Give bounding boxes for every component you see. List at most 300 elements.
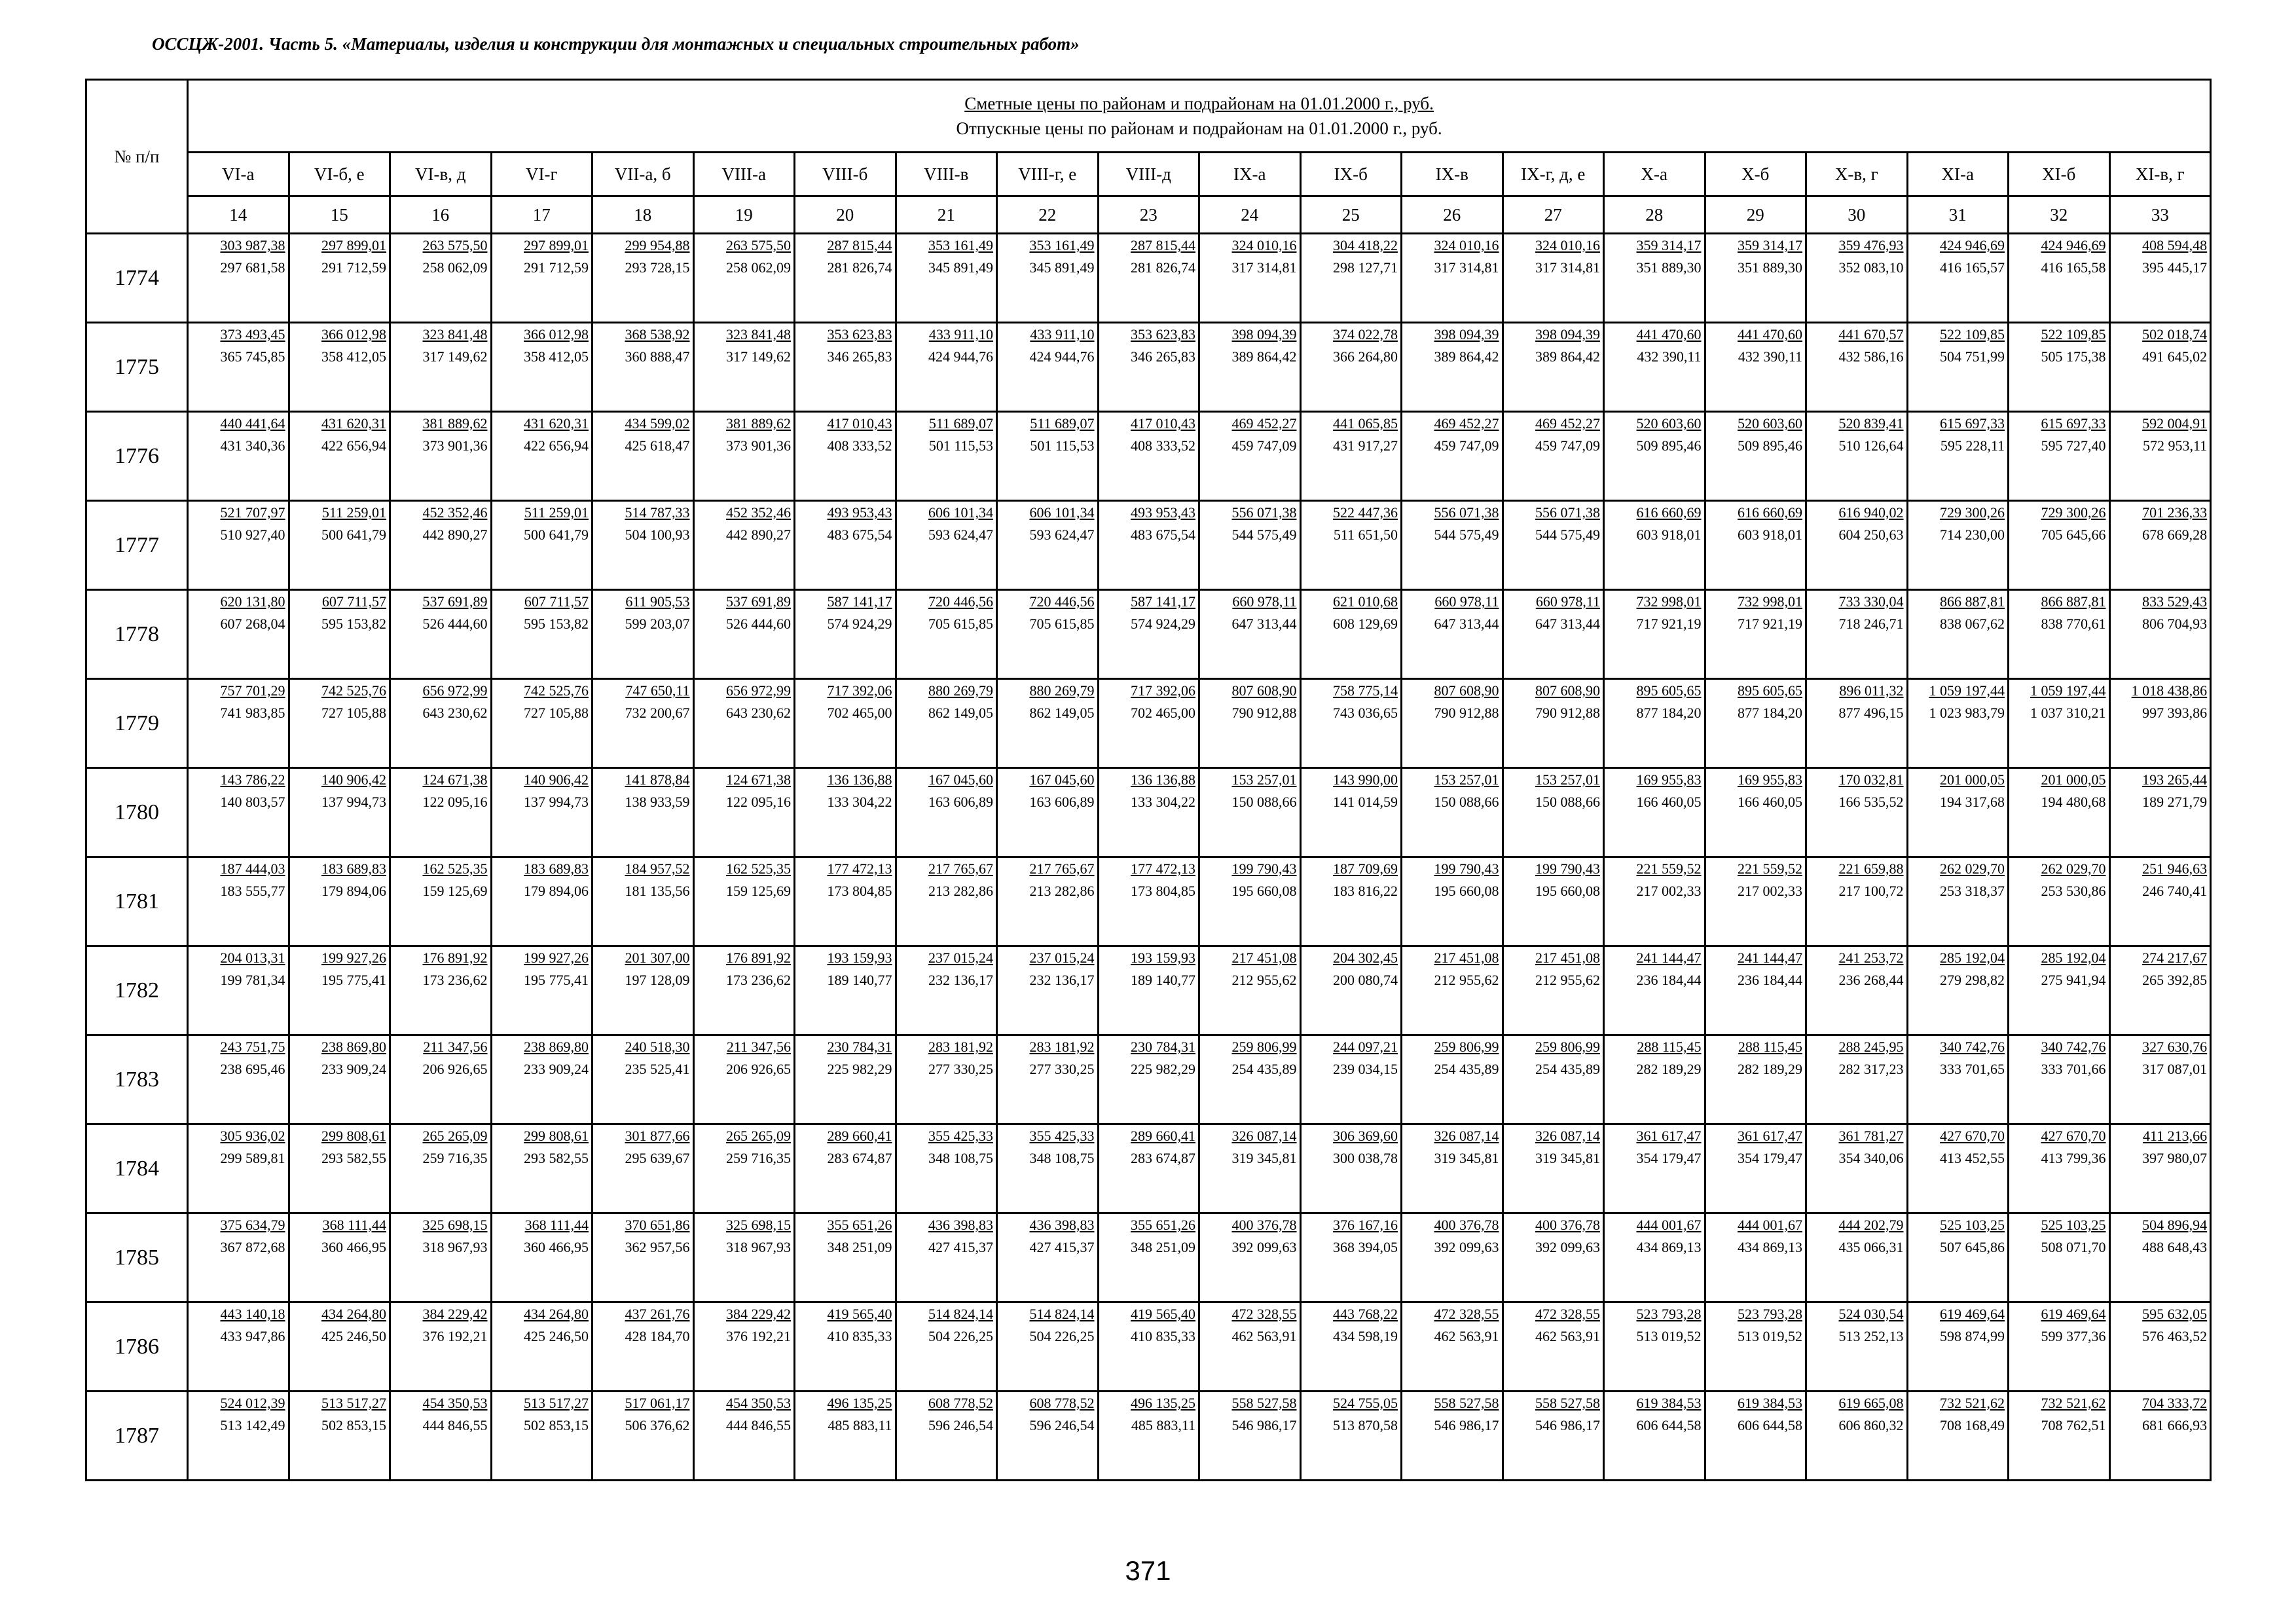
estimated-price: 434 264,80: [321, 1306, 386, 1322]
sale-price: 354 179,47: [1738, 1150, 1802, 1166]
estimated-price: 143 990,00: [1333, 771, 1398, 788]
sale-price: 997 393,86: [2142, 705, 2208, 721]
estimated-price: 520 839,41: [1838, 415, 1904, 432]
estimated-price: 514 824,14: [1029, 1306, 1095, 1322]
estimated-price: 895 605,65: [1636, 682, 1702, 699]
sale-price: 717 921,19: [1738, 616, 1802, 632]
row-number: 1787: [86, 1392, 188, 1481]
sale-price: 459 747,09: [1231, 437, 1297, 454]
estimated-price: 177 472,13: [827, 860, 892, 877]
estimated-price: 419 565,40: [1131, 1306, 1195, 1322]
sale-price: 513 252,13: [1838, 1328, 1904, 1344]
estimated-price: 504 896,94: [2142, 1217, 2208, 1233]
estimated-price: 556 071,38: [1434, 504, 1499, 521]
estimated-price: 660 978,11: [1434, 593, 1499, 610]
sale-price: 424 944,76: [1029, 348, 1095, 365]
estimated-price: 454 350,53: [726, 1395, 791, 1411]
sale-price: 246 740,41: [2142, 883, 2208, 899]
estimated-price: 221 659,88: [1838, 860, 1904, 877]
estimated-price: 616 660,69: [1636, 504, 1702, 521]
sale-price: 319 345,81: [1535, 1150, 1600, 1166]
sale-price: 238 695,46: [220, 1061, 285, 1077]
price-cell: [1503, 857, 1604, 946]
sale-price: 501 115,53: [1030, 437, 1095, 454]
estimated-price: 427 670,70: [2041, 1128, 2106, 1144]
estimated-price: 896 011,32: [1839, 682, 1904, 699]
sale-price: 432 586,16: [1838, 348, 1904, 365]
estimated-price: 299 808,61: [524, 1128, 589, 1144]
estimated-price: 621 010,68: [1333, 593, 1398, 610]
estimated-price: 606 101,34: [928, 504, 993, 521]
region-header: VIII-б: [795, 153, 896, 196]
estimated-price: 327 630,76: [2142, 1039, 2208, 1055]
estimated-price: 217 765,67: [1029, 860, 1095, 877]
sale-price: 491 645,02: [2142, 348, 2208, 365]
column-number: 30: [1806, 196, 1908, 234]
sale-price: 283 674,87: [827, 1150, 892, 1166]
price-cell: [896, 234, 997, 323]
page-header: ОССЦЖ-2001. Часть 5. «Материалы, изделия и конструкции для монтажных и специальных строительных работ»: [152, 34, 1080, 54]
price-cell: [1604, 1302, 1705, 1392]
sale-price: 166 535,52: [1838, 794, 1904, 810]
price-cell: [491, 857, 592, 946]
estimated-price: 444 202,79: [1838, 1217, 1904, 1233]
sale-price: 544 575,49: [1231, 526, 1297, 543]
estimated-price: 433 911,10: [928, 326, 993, 342]
region-header: VI-в, д: [390, 153, 492, 196]
estimated-price: 452 352,46: [422, 504, 488, 521]
price-cell: [289, 946, 390, 1035]
estimated-price: 184 957,52: [625, 860, 690, 877]
estimated-price: 729 300,26: [1940, 504, 2005, 521]
price-cell: [1705, 1213, 1806, 1302]
sale-price: 500 641,79: [524, 526, 589, 543]
region-header: X-в, г: [1806, 153, 1908, 196]
price-cell: [693, 1124, 795, 1213]
estimated-price: 297 899,01: [321, 237, 386, 253]
estimated-price: 287 815,44: [827, 237, 892, 253]
estimated-price: 324 010,16: [1535, 237, 1600, 253]
sale-price: 195 660,08: [1434, 883, 1499, 899]
sale-price: 236 184,44: [1738, 972, 1802, 988]
price-cell: [188, 1392, 289, 1481]
price-cell: [896, 501, 997, 590]
estimated-price: 162 525,35: [422, 860, 488, 877]
estimated-price: 520 603,60: [1738, 415, 1802, 432]
row-number: 1779: [86, 679, 188, 768]
sale-price: 212 955,62: [1231, 972, 1297, 988]
estimated-price: 513 517,27: [321, 1395, 386, 1411]
price-cell: [592, 590, 694, 679]
sale-price: 389 864,42: [1434, 348, 1499, 365]
price-cell: [1604, 1124, 1705, 1213]
sale-price: 283 674,87: [1131, 1150, 1195, 1166]
price-cell: [2009, 1302, 2110, 1392]
sale-price: 183 555,77: [220, 883, 285, 899]
estimated-price: 440 441,64: [220, 415, 285, 432]
estimated-price: 524 755,05: [1333, 1395, 1398, 1411]
price-cell: [1705, 768, 1806, 857]
sale-price: 233 909,24: [524, 1061, 589, 1077]
price-cell: [1300, 679, 1402, 768]
price-table: [85, 79, 2212, 1481]
sale-price: 410 835,33: [1131, 1328, 1195, 1344]
price-cell: [795, 412, 896, 501]
estimated-price: 262 029,70: [2041, 860, 2106, 877]
price-cell: [1907, 679, 2009, 768]
estimated-price: 288 115,45: [1738, 1039, 1802, 1055]
price-cell: [390, 1392, 492, 1481]
sale-price: 348 251,09: [827, 1239, 892, 1255]
sale-price: 277 330,25: [1029, 1061, 1095, 1077]
estimated-price: 204 302,45: [1333, 950, 1398, 966]
estimated-price: 243 751,75: [220, 1039, 285, 1055]
price-cell: [1300, 412, 1402, 501]
estimated-price: 444 001,67: [1738, 1217, 1802, 1233]
price-cell: [1199, 323, 1301, 412]
estimated-price: 620 131,80: [220, 593, 285, 610]
estimated-price: 241 144,47: [1636, 950, 1702, 966]
price-cell: [1098, 234, 1199, 323]
estimated-price: 587 141,17: [827, 593, 892, 610]
estimated-price: 522 447,36: [1333, 504, 1398, 521]
sale-price: 502 853,15: [321, 1417, 386, 1433]
price-cell: [795, 1035, 896, 1124]
sale-price: 397 980,07: [2142, 1150, 2208, 1166]
estimated-price: 400 376,78: [1231, 1217, 1297, 1233]
estimated-price: 368 111,44: [322, 1217, 386, 1233]
estimated-price: 720 446,56: [1029, 593, 1095, 610]
estimated-price: 431 620,31: [524, 415, 589, 432]
estimated-price: 469 452,27: [1535, 415, 1600, 432]
sale-price: 513 019,52: [1738, 1328, 1802, 1344]
sale-price: 373 901,36: [726, 437, 791, 454]
sale-price: 376 192,21: [726, 1328, 791, 1344]
sale-price: 606 860,32: [1838, 1417, 1904, 1433]
column-number: 26: [1402, 196, 1503, 234]
region-header-row: [86, 153, 2211, 196]
price-cell: [1604, 768, 1705, 857]
estimated-price: 452 352,46: [726, 504, 791, 521]
price-cell: [1806, 1213, 1908, 1302]
sale-price: 213 282,86: [928, 883, 993, 899]
column-number: 24: [1199, 196, 1301, 234]
sale-price: 195 660,08: [1535, 883, 1600, 899]
price-cell: [491, 412, 592, 501]
estimated-price: 289 660,41: [827, 1128, 892, 1144]
sale-price: 572 953,11: [2142, 437, 2208, 454]
estimated-price: 434 599,02: [625, 415, 690, 432]
column-number: 23: [1098, 196, 1199, 234]
estimated-price: 436 398,83: [928, 1217, 993, 1233]
price-cell: [1705, 1392, 1806, 1481]
estimated-price: 733 330,04: [1838, 593, 1904, 610]
price-cell: [997, 501, 1099, 590]
estimated-price: 511 689,07: [928, 415, 993, 432]
price-cell: [1907, 1302, 2009, 1392]
price-cell: [795, 679, 896, 768]
price-cell: [896, 1302, 997, 1392]
price-cell: [2009, 1213, 2110, 1302]
price-cell: [1402, 590, 1503, 679]
sale-price: 392 099,63: [1231, 1239, 1297, 1255]
price-cell: [1503, 946, 1604, 1035]
sale-price: 647 313,44: [1535, 616, 1600, 632]
price-cell: [1806, 1302, 1908, 1392]
sale-price: 181 135,56: [625, 883, 690, 899]
estimated-price: 758 775,14: [1333, 682, 1398, 699]
estimated-price: 522 109,85: [1940, 326, 2005, 342]
estimated-price: 187 444,03: [220, 860, 285, 877]
sale-price: 432 390,11: [1637, 348, 1702, 365]
sale-price: 217 100,72: [1838, 883, 1904, 899]
price-cell: [997, 1392, 1099, 1481]
estimated-price: 259 806,99: [1535, 1039, 1600, 1055]
price-cell: [1503, 1213, 1604, 1302]
estimated-price: 263 575,50: [422, 237, 488, 253]
price-cell: [1503, 1035, 1604, 1124]
estimated-price: 141 878,84: [625, 771, 690, 788]
sale-price: 225 982,29: [827, 1061, 892, 1077]
price-cell: [1098, 412, 1199, 501]
sale-price: 508 071,70: [2041, 1239, 2106, 1255]
price-cell: [592, 768, 694, 857]
price-cell: [1503, 768, 1604, 857]
sale-price: 877 496,15: [1838, 705, 1904, 721]
estimated-price: 558 527,58: [1535, 1395, 1600, 1411]
price-cell: [390, 857, 492, 946]
sale-price: 293 582,55: [524, 1150, 589, 1166]
sale-price: 434 869,13: [1738, 1239, 1802, 1255]
sale-price: 173 236,62: [422, 972, 488, 988]
estimated-price: 153 257,01: [1535, 771, 1600, 788]
estimated-price: 417 010,43: [1131, 415, 1195, 432]
estimated-price: 217 451,08: [1231, 950, 1297, 966]
price-cell: [2109, 412, 2211, 501]
price-cell: [1806, 323, 1908, 412]
price-cell: [1907, 1213, 2009, 1302]
estimated-price: 297 899,01: [524, 237, 589, 253]
price-cell: [693, 1035, 795, 1124]
price-cell: [1300, 1213, 1402, 1302]
price-cell: [1402, 857, 1503, 946]
sale-price: 279 298,82: [1940, 972, 2005, 988]
column-number: 20: [795, 196, 896, 234]
sale-price: 297 681,58: [220, 259, 285, 276]
estimated-price: 398 094,39: [1434, 326, 1499, 342]
price-cell: [1907, 1124, 2009, 1213]
estimated-price: 299 808,61: [321, 1128, 386, 1144]
sale-price: 422 656,94: [524, 437, 589, 454]
estimated-price: 807 608,90: [1231, 682, 1297, 699]
estimated-price: 241 253,72: [1838, 950, 1904, 966]
sale-price: 275 941,94: [2041, 972, 2106, 988]
estimated-price: 353 161,49: [928, 237, 993, 253]
price-cell: [2109, 1124, 2211, 1213]
price-cell: [997, 1124, 1099, 1213]
price-cell: [896, 1124, 997, 1213]
table-body: [86, 234, 2211, 1481]
estimated-price: 187 709,69: [1333, 860, 1398, 877]
estimated-price: 502 018,74: [2142, 326, 2208, 342]
price-cell: [693, 679, 795, 768]
estimated-price: 472 328,55: [1434, 1306, 1499, 1322]
estimated-price: 204 013,31: [220, 950, 285, 966]
estimated-price: 444 001,67: [1636, 1217, 1702, 1233]
sale-price: 239 034,15: [1333, 1061, 1398, 1077]
sale-price: 838 770,61: [2041, 616, 2106, 632]
column-number: 19: [693, 196, 795, 234]
estimated-price: 493 953,43: [827, 504, 892, 521]
table-row: [86, 768, 2211, 857]
estimated-price: 355 651,26: [827, 1217, 892, 1233]
sale-price: 790 912,88: [1535, 705, 1600, 721]
sale-price: 206 926,65: [422, 1061, 488, 1077]
price-cell: [1098, 946, 1199, 1035]
sale-price: 199 781,34: [220, 972, 285, 988]
estimated-price: 376 167,16: [1333, 1217, 1398, 1233]
sale-price: 595 228,11: [1940, 437, 2005, 454]
sale-price: 319 345,81: [1434, 1150, 1499, 1166]
price-cell: [491, 1035, 592, 1124]
estimated-price: 747 650,11: [625, 682, 690, 699]
price-cell: [289, 1124, 390, 1213]
sale-price: 141 014,59: [1333, 794, 1398, 810]
sale-price: 236 268,44: [1838, 972, 1904, 988]
price-cell: [491, 501, 592, 590]
column-number: 29: [1705, 196, 1806, 234]
estimated-price: 304 418,22: [1333, 237, 1398, 253]
estimated-price: 169 955,83: [1636, 771, 1702, 788]
estimated-price: 193 265,44: [2142, 771, 2208, 788]
estimated-price: 177 472,13: [1131, 860, 1195, 877]
sale-price: 510 927,40: [220, 526, 285, 543]
sale-price: 488 648,43: [2142, 1239, 2208, 1255]
estimated-price: 221 559,52: [1636, 860, 1702, 877]
sale-price: 159 125,69: [726, 883, 791, 899]
price-cell: [2109, 768, 2211, 857]
price-cell: [2009, 323, 2110, 412]
sale-price: 678 669,28: [2142, 526, 2208, 543]
price-cell: [188, 857, 289, 946]
estimated-price: 469 452,27: [1434, 415, 1499, 432]
table-title: [188, 80, 2211, 153]
price-cell: [1604, 857, 1705, 946]
sale-price: 790 912,88: [1434, 705, 1499, 721]
estimated-price: 366 012,98: [321, 326, 386, 342]
estimated-price: 424 946,69: [2041, 237, 2106, 253]
sale-price: 544 575,49: [1434, 526, 1499, 543]
sale-price: 395 445,17: [2142, 259, 2208, 276]
sale-price: 502 853,15: [524, 1417, 589, 1433]
estimated-price: 398 094,39: [1535, 326, 1600, 342]
price-cell: [592, 501, 694, 590]
sale-price: 427 415,37: [928, 1239, 993, 1255]
sale-price: 254 435,89: [1434, 1061, 1499, 1077]
estimated-prices-title: Сметные цены по районам и подрайонам на 01.01.2000 г., руб.: [964, 94, 1434, 113]
price-cell: [1503, 1124, 1604, 1213]
price-cell: [592, 857, 694, 946]
sale-price: 544 575,49: [1535, 526, 1600, 543]
row-number: 1783: [86, 1035, 188, 1124]
price-cell: [2109, 501, 2211, 590]
price-cell: [2109, 234, 2211, 323]
estimated-price: 1 059 197,44: [2030, 682, 2106, 699]
price-cell: [1705, 501, 1806, 590]
sale-price: 862 149,05: [1029, 705, 1095, 721]
sale-price: 603 918,01: [1636, 526, 1702, 543]
sale-price: 647 313,44: [1231, 616, 1297, 632]
price-cell: [2109, 679, 2211, 768]
estimated-price: 592 004,91: [2142, 415, 2208, 432]
price-cell: [1098, 1302, 1199, 1392]
estimated-price: 807 608,90: [1535, 682, 1600, 699]
estimated-price: 513 517,27: [524, 1395, 589, 1411]
sale-price: 513 142,49: [220, 1417, 285, 1433]
estimated-price: 496 135,25: [1131, 1395, 1195, 1411]
sale-price: 717 921,19: [1636, 616, 1702, 632]
table-row: [86, 1213, 2211, 1302]
price-cell: [2009, 590, 2110, 679]
region-header: VIII-г, е: [997, 153, 1099, 196]
table-row: [86, 501, 2211, 590]
estimated-price: 193 159,93: [827, 950, 892, 966]
estimated-price: 301 877,66: [625, 1128, 690, 1144]
estimated-price: 136 136,88: [1131, 771, 1195, 788]
estimated-price: 241 144,47: [1738, 950, 1802, 966]
price-cell: [1199, 679, 1301, 768]
price-cell: [390, 1213, 492, 1302]
price-cell: [1907, 234, 2009, 323]
sale-price: 213 282,86: [1029, 883, 1095, 899]
price-cell: [795, 946, 896, 1035]
estimated-price: 325 698,15: [422, 1217, 488, 1233]
price-cell: [795, 1213, 896, 1302]
estimated-price: 169 955,83: [1738, 771, 1802, 788]
estimated-price: 325 698,15: [726, 1217, 791, 1233]
sale-price: 293 728,15: [625, 259, 690, 276]
price-cell: [1199, 412, 1301, 501]
sale-price: 212 955,62: [1434, 972, 1499, 988]
estimated-price: 370 651,86: [625, 1217, 690, 1233]
sale-price: 428 184,70: [625, 1328, 690, 1344]
sale-price: 485 883,11: [828, 1417, 892, 1433]
column-number: 33: [2109, 196, 2211, 234]
price-cell: [390, 679, 492, 768]
sale-price: 702 465,00: [1131, 705, 1195, 721]
column-number: 28: [1604, 196, 1705, 234]
sale-price: 173 804,85: [1131, 883, 1195, 899]
estimated-price: 217 765,67: [928, 860, 993, 877]
table-row: [86, 323, 2211, 412]
estimated-price: 263 575,50: [726, 237, 791, 253]
sale-price: 277 330,25: [928, 1061, 993, 1077]
price-cell: [188, 1124, 289, 1213]
price-cell: [1705, 857, 1806, 946]
sale-price: 258 062,09: [422, 259, 488, 276]
column-number-row: [86, 196, 2211, 234]
sale-price: 298 127,71: [1333, 259, 1398, 276]
estimated-price: 244 097,21: [1333, 1039, 1398, 1055]
price-cell: [1604, 590, 1705, 679]
estimated-price: 201 000,05: [2041, 771, 2106, 788]
sale-price: 333 701,65: [1940, 1061, 2005, 1077]
price-cell: [896, 679, 997, 768]
sale-price: 189 271,79: [2142, 794, 2208, 810]
estimated-price: 443 140,18: [220, 1306, 285, 1322]
price-cell: [1503, 1392, 1604, 1481]
sale-price: 442 890,27: [726, 526, 791, 543]
